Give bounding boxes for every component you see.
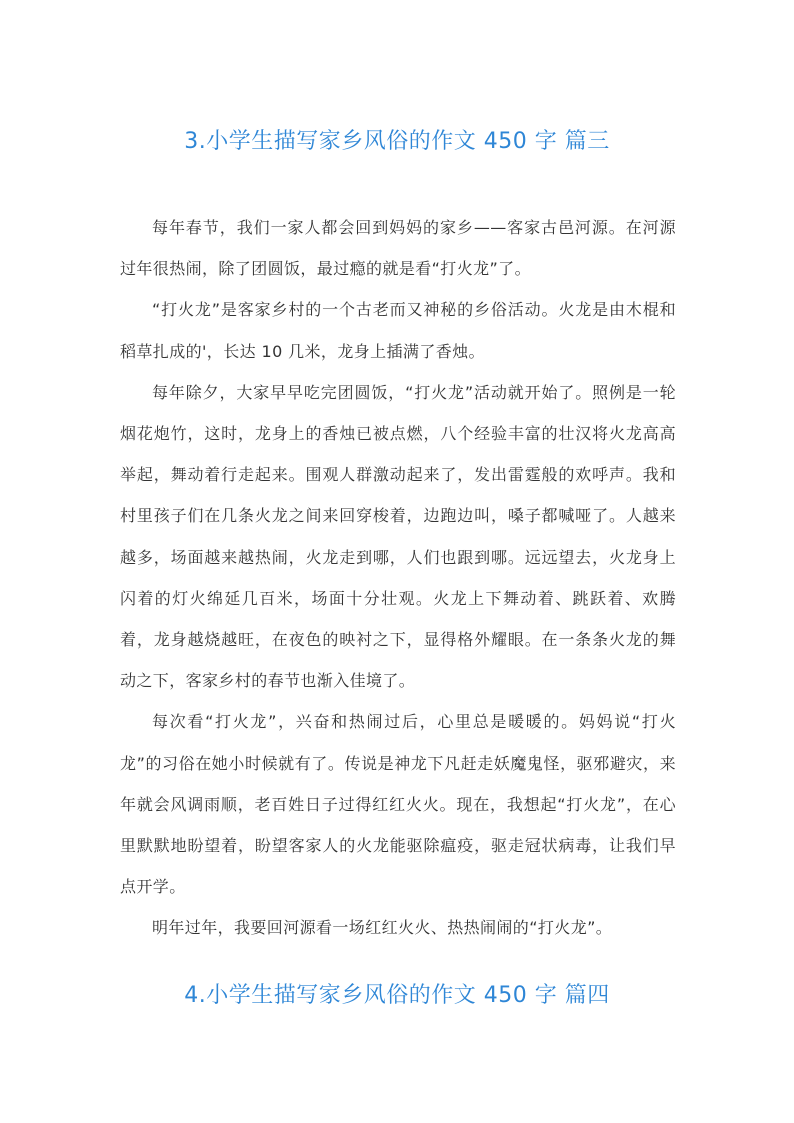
paragraph-1: 每年春节，我们一家人都会回到妈妈的家乡——客家古邑河源。在河源过年很热闹，除了团圆饭，最过瘾的就是看“打火龙”了。	[120, 218, 676, 279]
paragraph-3: 每年除夕，大家早早吃完团圆饭，“打火龙”活动就开始了。照例是一轮烟花炮竹，这时，龙身上的香烛已被点燃，八个经验丰富的壮汉将火龙高高举起，舞动着行走起来。围观人群激动起来了，发出雷霆般的欢呼声。我和村里孩子们在几条火龙之间来回穿梭着，边跑边叫，嗓子都喊哑了。人越来越多，场面越来越热闹，火龙走到哪，人们也跟到哪。远远望去，火龙身上闪着的灯火绵延几百米，场面十分壮观。火龙上下舞动着、跳跃着、欢腾着，龙身越烧越旺，在夜色的映衬之下，显得格外耀眼。在一条条火龙的舞动之下，客家乡村的春节也渐入佳境了。	[120, 382, 676, 691]
paragraph-2: “打火龙”是客家乡村的一个古老而又神秘的乡俗活动。火龙是由木棍和稻草扎成的'，长达 10 几米，龙身上插满了香烛。	[120, 300, 676, 361]
section-heading-4: 4.小学生描写家乡风俗的作文 450 字 篇四	[184, 983, 610, 1008]
section-heading-3: 3.小学生描写家乡风俗的作文 450 字 篇三	[184, 129, 610, 154]
paragraph-4: 每次看“打火龙”，兴奋和热闹过后，心里总是暖暖的。妈妈说“打火龙”的习俗在她小时候就有了。传说是神龙下凡赶走妖魔鬼怪，驱邪避灾，来年就会风调雨顺，老百姓日子过得红红火火。现在，我想起“打火龙”，在心里默默地盼望着，盼望客家人的火龙能驱除瘟疫，驱走冠状病毒，让我们早点开学。	[120, 712, 676, 897]
paragraph-5: 明年过年，我要回河源看一场红红火火、热热闹闹的“打火龙”。	[152, 918, 613, 938]
essay-body	[120, 207, 676, 949]
